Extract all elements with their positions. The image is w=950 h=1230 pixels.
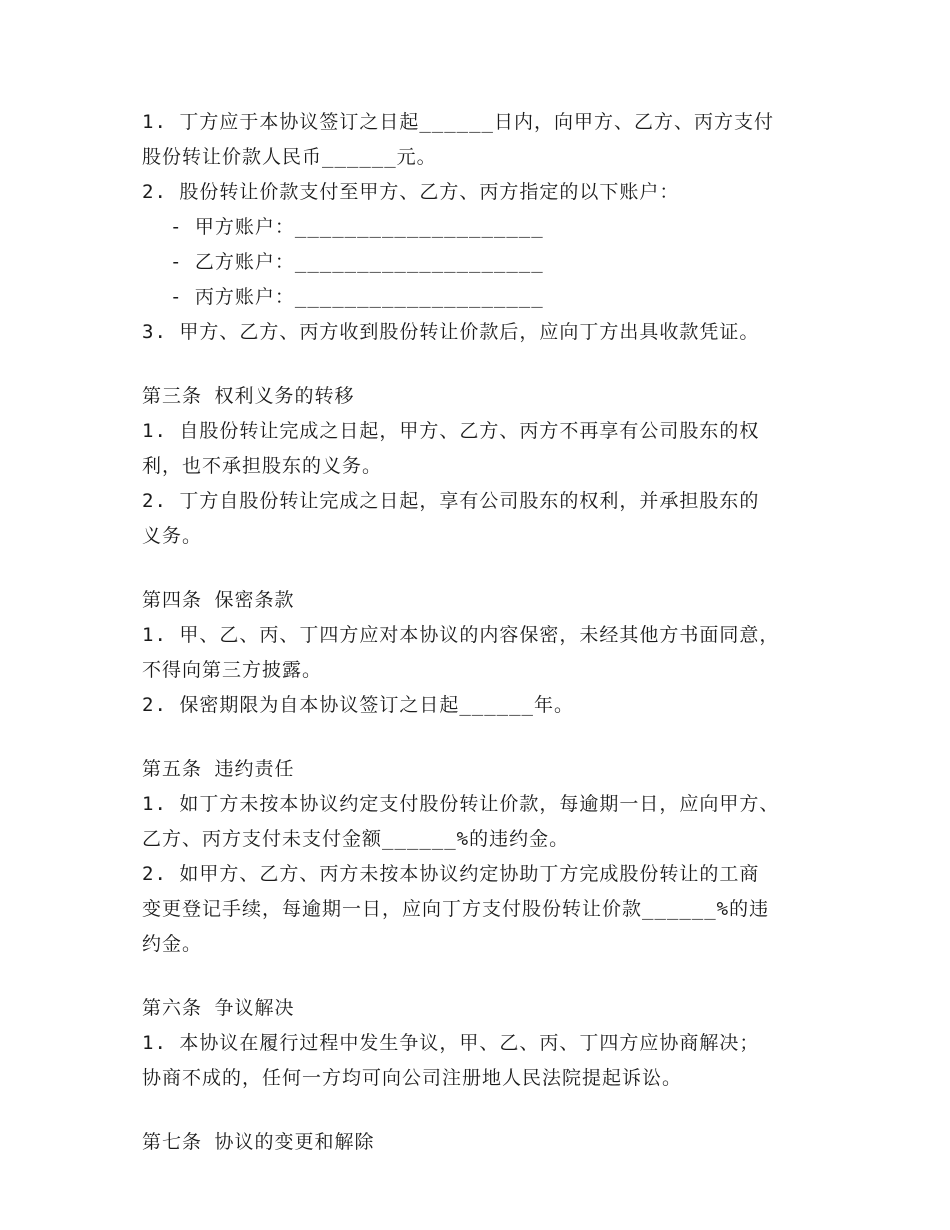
section-gap [142, 350, 842, 379]
article-5-item-2-line-2: 变更登记手续，每逾期一日，应向丁方支付股份转让价款______%的违 [142, 898, 770, 920]
article-6-item-1-line-1: 1. 本协议在履行过程中发生争议，甲、乙、丙、丁四方应协商解决； [142, 1032, 760, 1054]
article-4-heading: 第四条 保密条款 [142, 589, 295, 611]
article-6-item-1-line-2: 协商不成的，任何一方均可向公司注册地人民法院提起诉讼。 [142, 1067, 683, 1089]
section-gap [142, 723, 842, 752]
article-6-heading: 第六条 争议解决 [142, 997, 295, 1019]
payment-item-1-line-1: 1. 丁方应于本协议签订之日起______日内，向甲方、乙方、丙方支付 [142, 111, 774, 133]
article-5-heading: 第五条 违约责任 [142, 758, 295, 780]
article-3-item-1-line-1: 1. 自股份转让完成之日起，甲方、乙方、丙方不再享有公司股东的权 [142, 420, 760, 442]
account-a: - 甲方账户：____________________ [170, 216, 544, 238]
article-3-item-1-line-2: 利，也不承担股东的义务。 [142, 455, 383, 477]
article-5-item-2-line-1: 2. 如甲方、乙方、丙方未按本协议约定协助丁方完成股份转让的工商 [142, 863, 760, 885]
section-gap [142, 962, 842, 991]
article-4-item-1-line-2: 不得向第三方披露。 [142, 659, 323, 681]
article-3-item-2-line-1: 2. 丁方自股份转让完成之日起，享有公司股东的权利，并承担股东的 [142, 490, 760, 512]
article-4-item-1-line-1: 1. 甲、乙、丙、丁四方应对本协议的内容保密，未经其他方书面同意， [142, 624, 780, 646]
payment-item-1-line-2: 股份转让价款人民币______元。 [142, 146, 437, 168]
account-b: - 乙方账户：____________________ [170, 251, 544, 273]
section-gap [142, 554, 842, 583]
article-5-item-1-line-2: 乙方、丙方支付未支付金额______%的违约金。 [142, 828, 570, 850]
payment-item-3: 3. 甲方、乙方、丙方收到股份转让价款后，应向丁方出具收款凭证。 [142, 321, 760, 343]
article-3-item-2-line-2: 义务。 [142, 525, 203, 547]
payment-item-2: 2. 股份转让价款支付至甲方、乙方、丙方指定的以下账户： [142, 181, 680, 203]
article-5-item-1-line-1: 1. 如丁方未按本协议约定支付股份转让价款，每逾期一日，应向甲方、 [142, 793, 780, 815]
account-c: - 丙方账户：____________________ [170, 286, 544, 308]
article-3-heading: 第三条 权利义务的转移 [142, 385, 355, 407]
article-5-item-2-line-3: 约金。 [142, 933, 203, 955]
document-page [142, 105, 842, 1160]
section-gap [142, 1096, 842, 1125]
article-7-heading: 第七条 协议的变更和解除 [142, 1131, 375, 1153]
article-4-item-2: 2. 保密期限为自本协议签订之日起______年。 [142, 694, 574, 716]
